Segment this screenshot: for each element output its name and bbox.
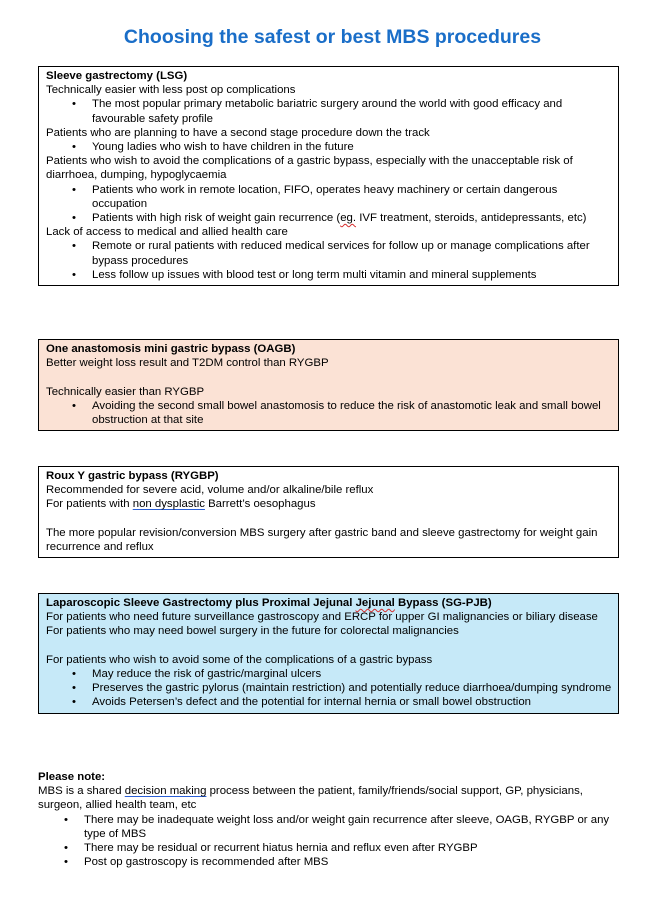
- lsg-list-1: [46, 97, 612, 125]
- rygbp-line-2-text: For patients with: [46, 498, 133, 511]
- lsg-line-4: Lack of access to medical and allied health care: [46, 226, 288, 239]
- note-section: [38, 770, 628, 869]
- sgpjb-line-1: For patients who need future surveillance gastroscopy and ERCP for upper GI malignancies or biliary disease: [46, 611, 598, 624]
- oagb-box: [38, 339, 619, 431]
- list-item: [46, 211, 612, 225]
- list-item-text: IVF treatment, steroids, antidepressants, etc): [356, 212, 587, 225]
- sgpjb-line-3: For patients who wish to avoid some of the complications of a gastric bypass: [46, 653, 433, 666]
- list-item: • May reduce the risk of gastric/marginal ulcers: [46, 667, 612, 681]
- lsg-line-3: Patients who wish to avoid the complications of a gastric bypass, especially with the unacceptable risk of diarrhoea, dumping, hypoglycaemia: [46, 155, 573, 182]
- oagb-line-2: Technically easier than RYGBP: [46, 385, 205, 398]
- list-item: • Patients who work in remote location, FIFO, operates heavy machinery or certain dangerous occupation: [46, 183, 612, 211]
- blank-line: [46, 370, 612, 384]
- list-item: • Less follow up issues with blood test or long term multi vitamin and mineral supplements: [46, 268, 612, 282]
- rygbp-line-1: Recommended for severe acid, volume and/or alkaline/bile reflux: [46, 484, 374, 497]
- lsg-line-1: Technically easier with less post op complications: [46, 84, 296, 97]
- oagb-header: One anastomosis mini gastric bypass (OAGB): [46, 343, 296, 355]
- lsg-list-4: [46, 239, 612, 282]
- spellcheck-word: eg.: [340, 212, 357, 225]
- sgpjb-line-2: For patients who may need bowel surgery in the future for colorectal malignancies: [46, 625, 459, 638]
- note-line-1: [38, 784, 628, 812]
- sgpjb-header-text: Bypass (SG-PJB): [394, 597, 492, 609]
- oagb-list: [46, 399, 612, 427]
- note-list: [38, 813, 628, 870]
- rygbp-line-2-text: Barrett’s oesophagus: [204, 498, 316, 511]
- sgpjb-header-text: Laparoscopic Sleeve Gastrectomy plus Proximal Jejunal: [46, 597, 356, 609]
- grammar-word: non dysplastic: [132, 498, 205, 511]
- grammar-word: decision making: [124, 785, 207, 798]
- note-line-1-text: MBS is a shared: [38, 785, 125, 798]
- list-item: • Post op gastroscopy is recommended after MBS: [38, 855, 628, 869]
- list-item-text: Patients with high risk of weight gain recurrence (: [92, 212, 341, 225]
- note-line-1-text: process between the patient, family/friends/social support, GP, physicians, surgeon, allied health team, etc: [38, 785, 583, 812]
- list-item: • There may be inadequate weight loss and/or weight gain recurrence after sleeve, OAGB, RYGBP or any type of MBS: [38, 813, 628, 841]
- lsg-line-2: Patients who are planning to have a second stage procedure down the track: [46, 126, 430, 139]
- sgpjb-list: [46, 667, 612, 710]
- list-item: • Young ladies who wish to have children in the future: [46, 140, 612, 154]
- list-item: • There may be residual or recurrent hiatus hernia and reflux even after RYGBP: [38, 841, 628, 855]
- blank-line: [46, 512, 612, 526]
- list-item: • Avoiding the second small bowel anastomosis to reduce the risk of anastomotic leak and small bowel obstruction at that site: [46, 399, 612, 427]
- lsg-header: Sleeve gastrectomy (LSG): [46, 70, 188, 82]
- oagb-line-1: Better weight loss result and T2DM control than RYGBP: [46, 357, 329, 370]
- blank-line: [46, 639, 612, 653]
- rygbp-line-3: The more popular revision/conversion MBS surgery after gastric band and sleeve gastrectomy for weight gain recurrence and reflux: [46, 526, 598, 553]
- rygbp-box: [38, 466, 619, 558]
- sgpjb-box: [38, 593, 619, 714]
- lsg-list-2: [46, 140, 612, 154]
- lsg-box: [38, 66, 619, 286]
- lsg-list-3: [46, 183, 612, 226]
- note-header: Please note:: [38, 771, 106, 783]
- rygbp-line-2: [46, 497, 612, 511]
- list-item: • Remote or rural patients with reduced medical services for follow up or manage complications after bypass procedures: [46, 239, 612, 267]
- rygbp-header: Roux Y gastric bypass (RYGBP): [46, 470, 219, 482]
- list-item: • Preserves the gastric pylorus (maintain restriction) and potentially reduce diarrhoea/dumping syndrome: [46, 681, 612, 695]
- sgpjb-header: [46, 596, 612, 610]
- page-title: Choosing the safest or best MBS procedures: [123, 26, 542, 48]
- list-item: • Avoids Petersen’s defect and the potential for internal hernia or small bowel obstruction: [46, 695, 612, 709]
- spellcheck-word: Jejunal: [355, 597, 395, 609]
- list-item: • The most popular primary metabolic bariatric surgery around the world with good efficacy and favourable safety profile: [46, 97, 612, 125]
